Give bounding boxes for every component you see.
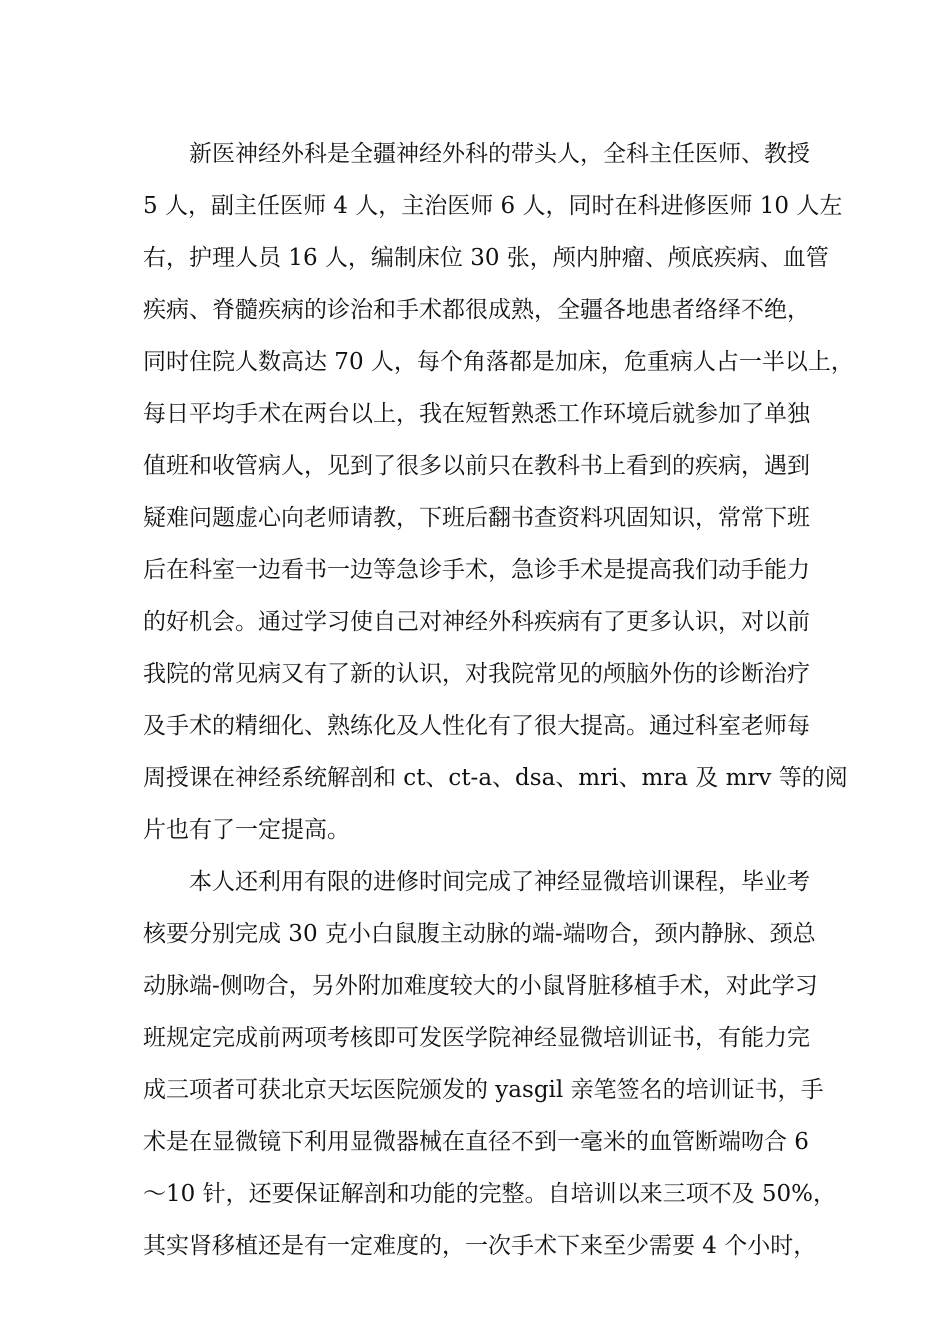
text-line: 及手术的精细化、熟练化及人性化有了很大提高。通过科室老师每	[143, 713, 810, 739]
text-line: 后在科室一边看书一边等急诊手术，急诊手术是提高我们动手能力	[143, 557, 810, 583]
text-line: 每日平均手术在两台以上，我在短暂熟悉工作环境后就参加了单独	[143, 401, 810, 427]
text-line: 核要分别完成 30 克小白鼠腹主动脉的端-端吻合，颈内静脉、颈总	[143, 921, 816, 947]
text-line: 周授课在神经系统解剖和 ct、ct-a、dsa、mri、mra 及 mrv 等的阅	[143, 765, 848, 791]
text-line: 班规定完成前两项考核即可发医学院神经显微培训证书，有能力完	[143, 1025, 810, 1051]
text-line: 同时住院人数高达 70 人，每个角落都是加床，危重病人占一半以上，	[143, 349, 854, 375]
text-line: 我院的常见病又有了新的认识，对我院常见的颅脑外伤的诊断治疗	[143, 661, 810, 687]
text-line: 其实肾移植还是有一定难度的，一次手术下来至少需要 4 个小时，	[143, 1233, 817, 1259]
document-body	[143, 128, 854, 1272]
text-line: 疑难问题虚心向老师请教，下班后翻书查资料巩固知识，常常下班	[143, 505, 810, 531]
text-line: 疾病、脊髓疾病的诊治和手术都很成熟，全疆各地患者络绎不绝，	[143, 297, 810, 323]
text-line: 的好机会。通过学习使自己对神经外科疾病有了更多认识，对以前	[143, 609, 810, 635]
text-line: ～10 针，还要保证解剖和功能的完整。自培训以来三项不及 50%，	[143, 1181, 837, 1207]
text-line: 片也有了一定提高。	[143, 817, 350, 843]
paragraph-1	[143, 128, 854, 856]
paragraph-2	[143, 856, 837, 1272]
text-line: 术是在显微镜下利用显微器械在直径不到一毫米的血管断端吻合 6	[143, 1129, 809, 1155]
text-line: 动脉端-侧吻合，另外附加难度较大的小鼠肾脏移植手术，对此学习	[143, 973, 818, 999]
text-line: 成三项者可获北京天坛医院颁发的 yasgil 亲笔签名的培训证书，手	[143, 1077, 824, 1103]
text-line: 右，护理人员 16 人，编制床位 30 张，颅内肿瘤、颅底疾病、血管	[143, 245, 829, 271]
text-line: 5 人，副主任医师 4 人，主治医师 6 人，同时在科进修医师 10 人左	[143, 193, 843, 219]
text-line: 值班和收管病人，见到了很多以前只在教科书上看到的疾病，遇到	[143, 453, 810, 479]
text-line: 本人还利用有限的进修时间完成了神经显微培训课程，毕业考	[189, 869, 810, 895]
text-line: 新医神经外科是全疆神经外科的带头人，全科主任医师、教授	[189, 141, 810, 167]
